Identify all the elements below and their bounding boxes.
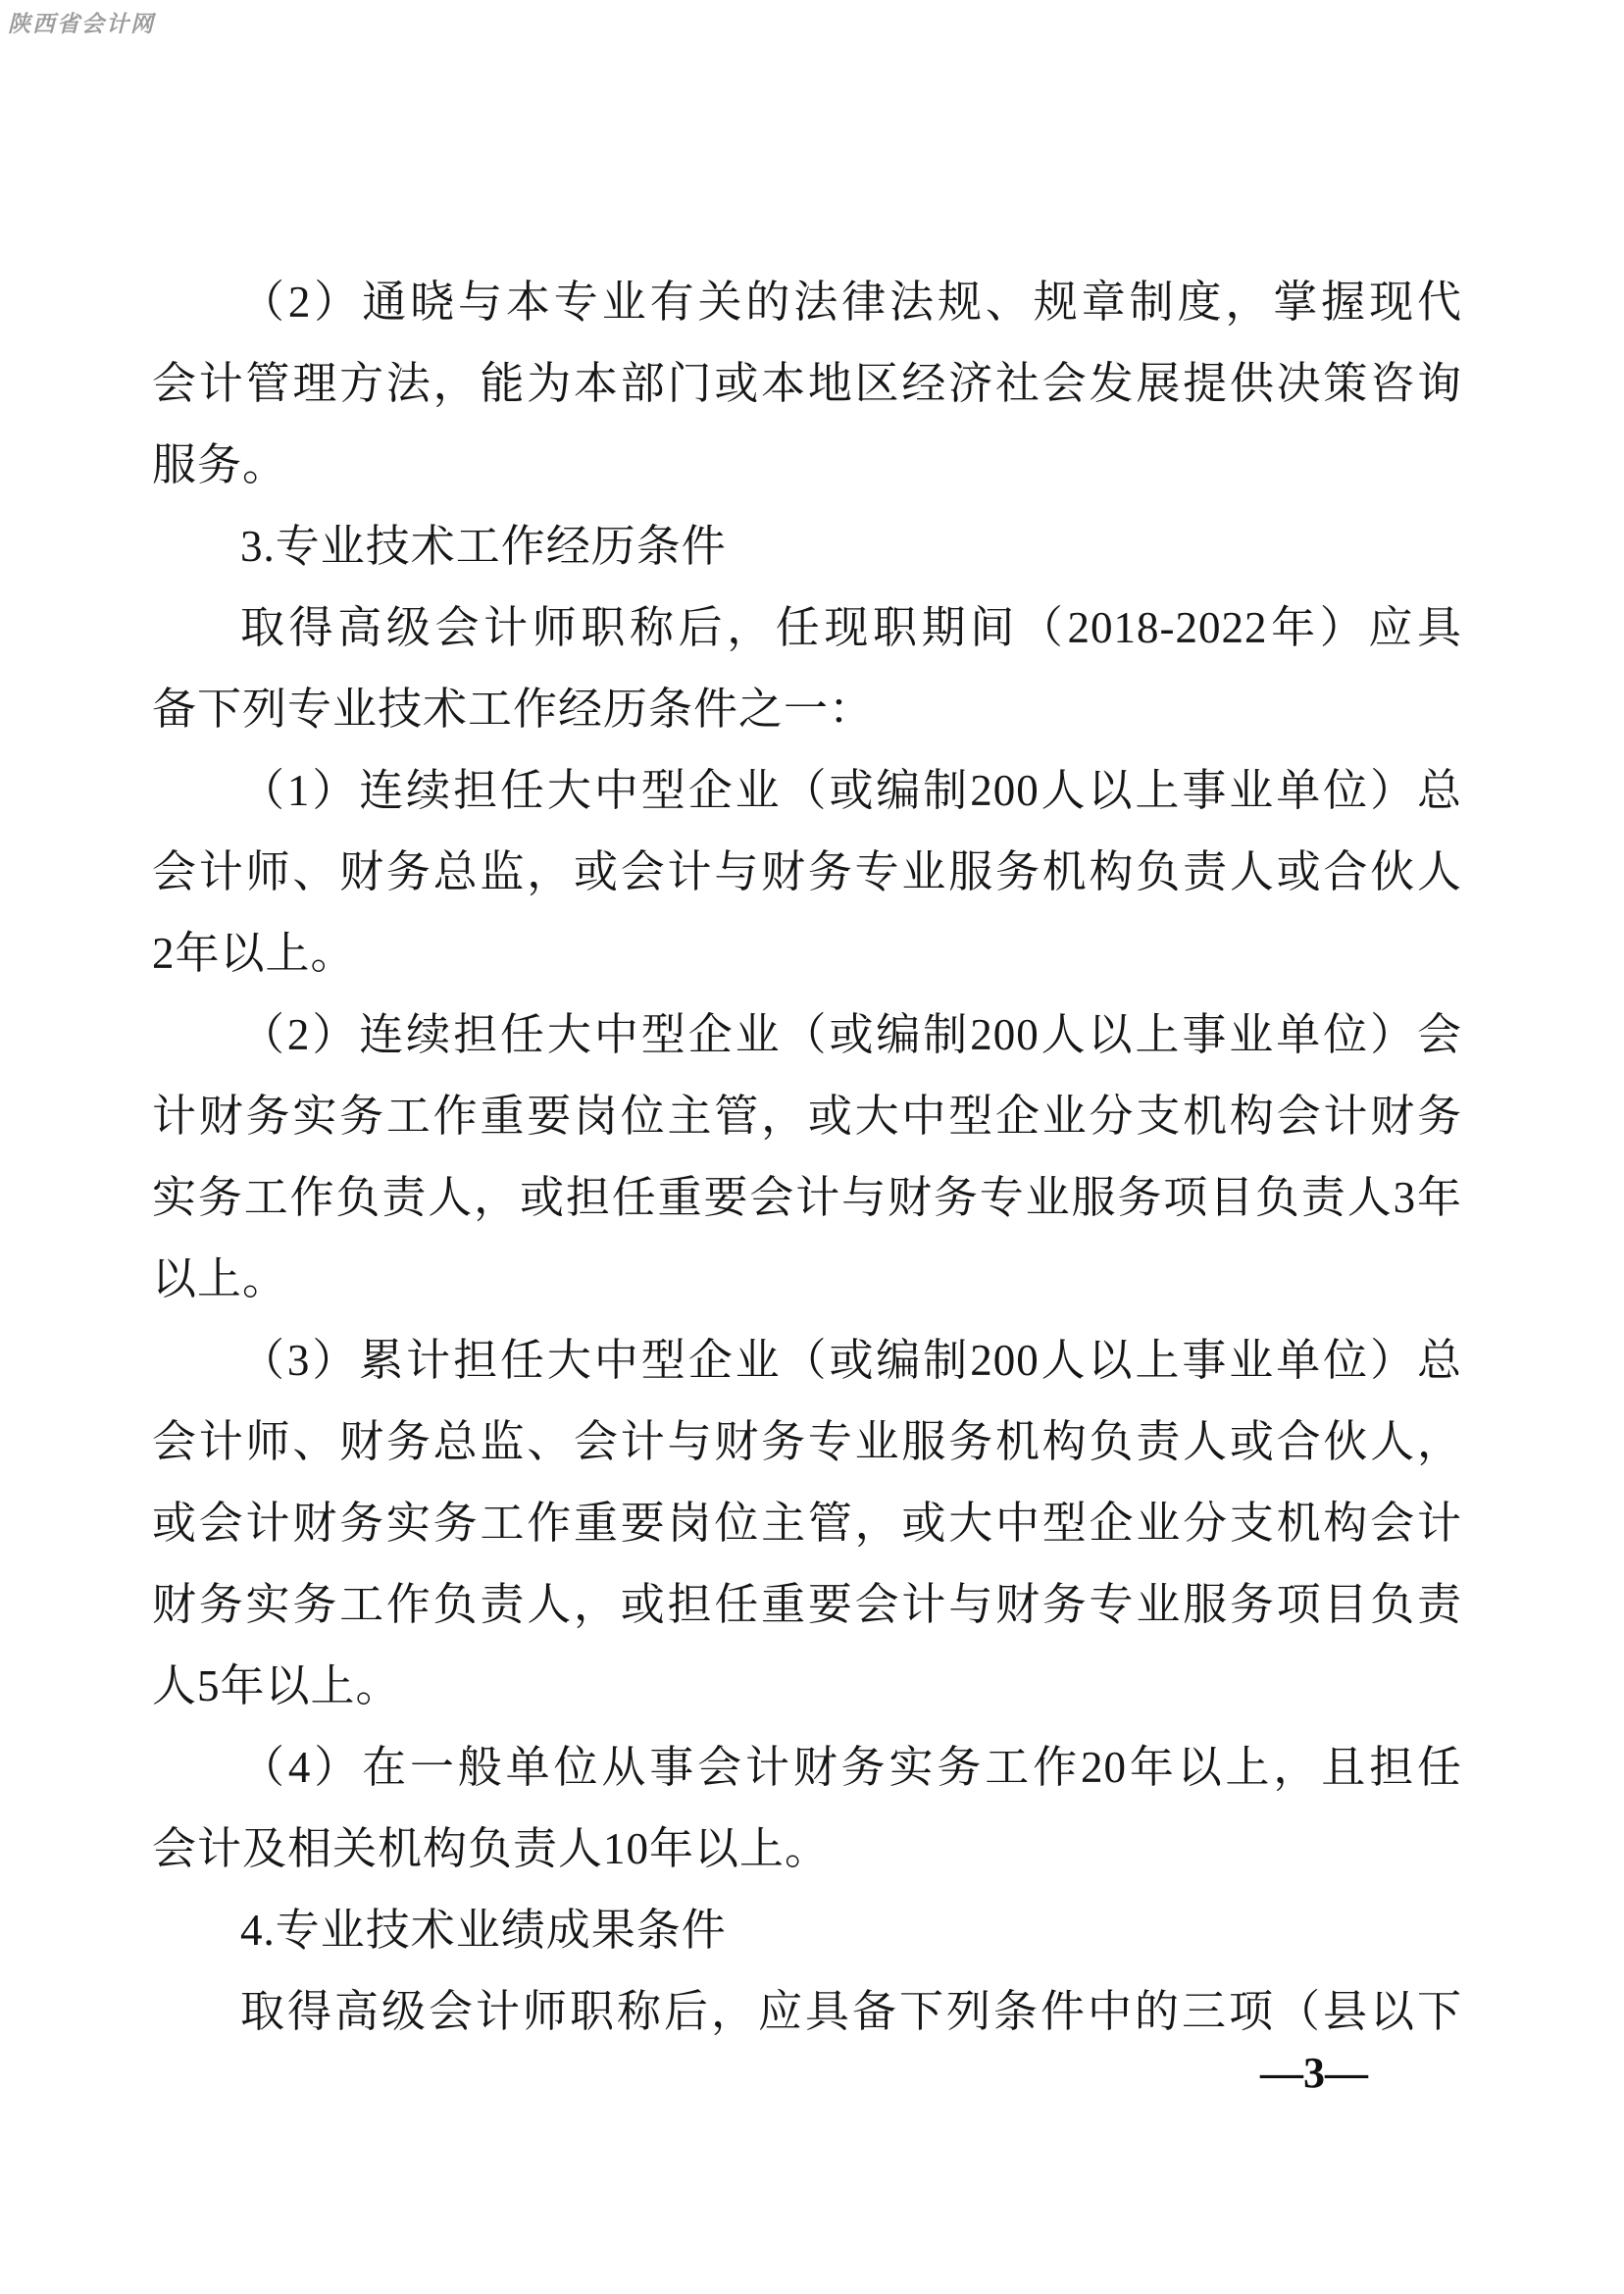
text-line: （2）通晓与本专业有关的法律法规、规章制度，掌握现代 xyxy=(240,278,1462,327)
text-line: 实务工作负责人，或担任重要会计与财务专业服务项目负责人3年 xyxy=(152,1173,1462,1222)
text-line: 2年以上。 xyxy=(152,929,356,978)
text-line: 财务实务工作负责人，或担任重要会计与财务专业服务项目负责 xyxy=(152,1580,1462,1629)
text-line: 取得高级会计师职称后，应具备下列条件中的三项（县以下 xyxy=(240,1987,1462,2036)
page-number: —3— xyxy=(1260,2049,1368,2097)
text-line: 以上。 xyxy=(152,1254,288,1303)
text-line: 服务。 xyxy=(152,440,288,489)
watermark-text: 陕西省会计网 xyxy=(8,11,155,36)
text-line: 会计管理方法，能为本部门或本地区经济社会发展提供决策咨询 xyxy=(152,359,1462,408)
document-body xyxy=(152,262,1462,2053)
text-line: 或会计财务实务工作重要岗位主管，或大中型企业分支机构会计 xyxy=(152,1499,1462,1548)
text-line: 会计师、财务总监，或会计与财务专业服务机构负责人或合伙人 xyxy=(152,847,1462,896)
text-line: 4.专业技术业绩成果条件 xyxy=(240,1906,727,1955)
text-line: 会计师、财务总监、会计与财务专业服务机构负责人或合伙人， xyxy=(152,1417,1462,1466)
text-line: 取得高级会计师职称后，任现职期间（2018-2022年）应具 xyxy=(240,603,1462,652)
text-line: （3）累计担任大中型企业（或编制200人以上事业单位）总 xyxy=(240,1336,1462,1385)
text-line: 计财务实务工作重要岗位主管，或大中型企业分支机构会计财务 xyxy=(152,1092,1462,1141)
text-line: （2）连续担任大中型企业（或编制200人以上事业单位）会 xyxy=(240,1010,1462,1059)
text-line: （1）连续担任大中型企业（或编制200人以上事业单位）总 xyxy=(240,766,1462,815)
text-line: 会计及相关机构负责人10年以上。 xyxy=(152,1824,831,1873)
text-line: 3.专业技术工作经历条件 xyxy=(240,522,727,571)
text-line: （4）在一般单位从事会计财务实务工作20年以上，且担任 xyxy=(240,1743,1462,1792)
text-line: 人5年以上。 xyxy=(152,1661,401,1710)
text-line: 备下列专业技术工作经历条件之一： xyxy=(152,685,875,734)
